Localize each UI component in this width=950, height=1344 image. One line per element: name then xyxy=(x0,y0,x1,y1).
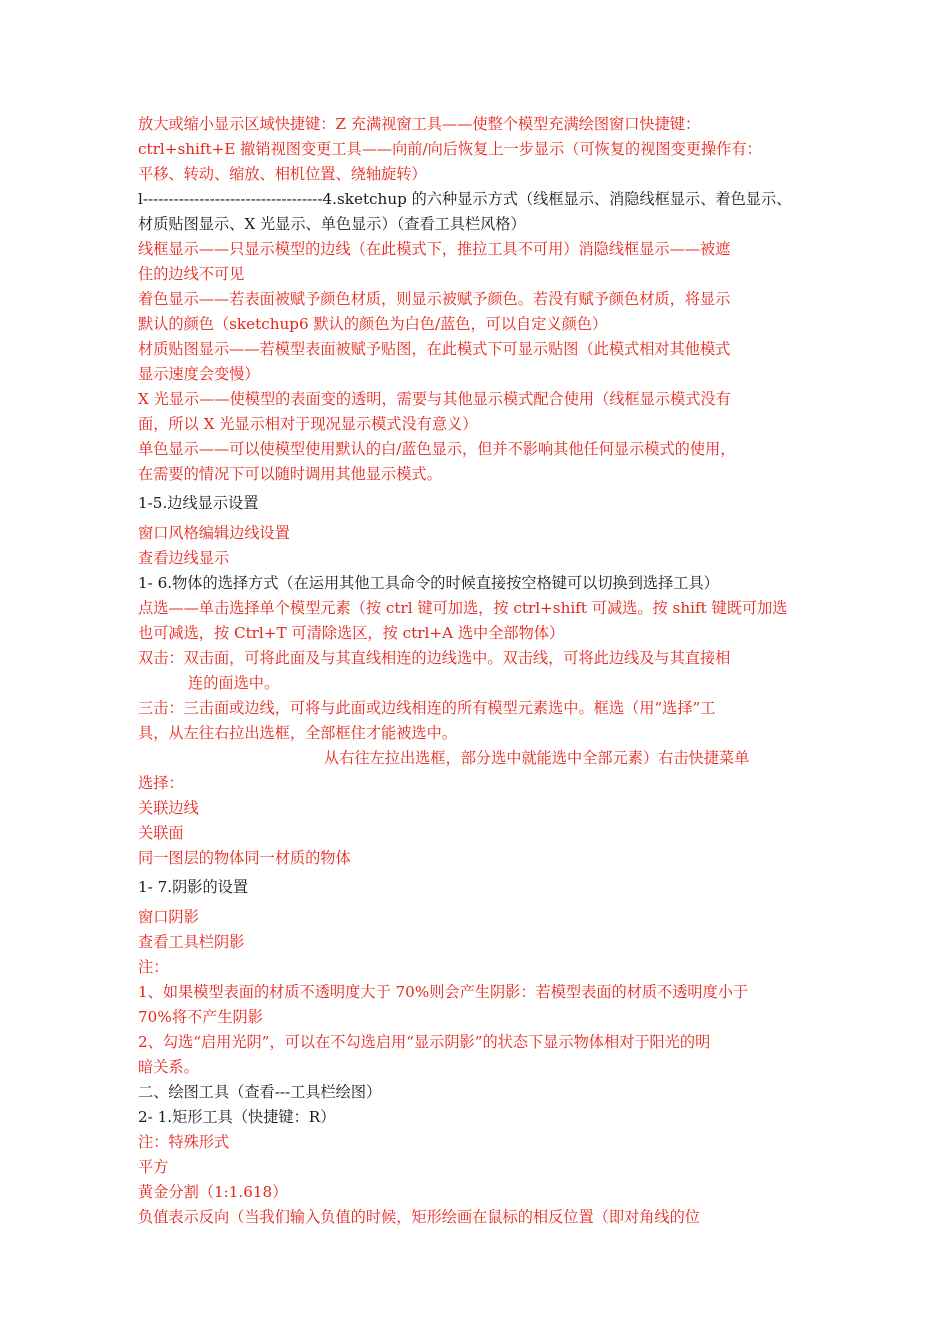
text-line: 材质贴图显示、X 光显示、单色显示）（查看工具栏风格） xyxy=(138,215,526,233)
text-line: 显示速度会变慢） xyxy=(138,365,260,383)
text-line: 2、勾选“启用光阴”，可以在不勾选启用“显示阴影”的状态下显示物体相对于阳光的明 xyxy=(138,1033,711,1051)
section-heading: 2- 1.矩形工具（快捷键：R） xyxy=(138,1108,336,1126)
text-line: 放大或缩小显示区域快捷键：Z 充满视窗工具——使整个模型充满绘图窗口快捷键： xyxy=(138,115,701,133)
section-heading: 二、绘图工具（查看---工具栏绘图） xyxy=(138,1083,382,1101)
section-heading: 1- 7.阴影的设置 xyxy=(138,878,249,896)
text-line: 三击：三击面或边线，可将与此面或边线相连的所有模型元素选中。框选（用“选择”工 xyxy=(138,699,716,717)
text-line: 负值表示反向（当我们输入负值的时候，矩形绘画在鼠标的相反位置（即对角线的位 xyxy=(138,1208,700,1226)
text-line: 查看边线显示 xyxy=(138,549,230,567)
text-line: 线框显示——只显示模型的边线（在此模式下，推拉工具不可用）消隐线框显示——被遮 xyxy=(138,240,731,258)
text-line: 连的面选中。 xyxy=(188,674,280,692)
text-line: 着色显示——若表面被赋予颜色材质，则显示被赋予颜色。若没有赋予颜色材质，将显示 xyxy=(138,290,731,308)
text-line: 面，所以 X 光显示相对于现况显示模式没有意义） xyxy=(138,415,478,433)
text-line: l-----------------------------------4.sketchup 的六种显示方式（线框显示、消隐线框显示、着色显示、 xyxy=(138,190,792,208)
text-line: 同一图层的物体同一材质的物体 xyxy=(138,849,351,867)
text-line: 在需要的情况下可以随时调用其他显示模式。 xyxy=(138,465,442,483)
text-line: 具，从左往右拉出选框，全部框住才能被选中。 xyxy=(138,724,457,742)
text-line: 默认的颜色（sketchup6 默认的颜色为白色/蓝色，可以自定义颜色） xyxy=(138,315,608,333)
text-line: 关联面 xyxy=(138,824,184,842)
text-line: 单色显示——可以使模型使用默认的白/蓝色显示，但并不影响其他任何显示模式的使用， xyxy=(138,440,736,458)
text-line: 1、如果模型表面的材质不透明度大于 70%则会产生阴影：若模型表面的材质不透明度小于 xyxy=(138,983,749,1001)
text-line: 点选——单击选择单个模型元素（按 ctrl 键可加选，按 ctrl+shift 可减选。按 shift 键既可加选 xyxy=(138,599,788,617)
section-heading: 1- 6.物体的选择方式（在运用其他工具命令的时候直接按空格键可以切换到选择工具） xyxy=(138,574,719,592)
text-line: 关联边线 xyxy=(138,799,199,817)
text-line: 选择： xyxy=(138,774,184,792)
text-line: 黄金分割（1:1.618） xyxy=(138,1183,288,1201)
text-line: 材质贴图显示——若模型表面被赋予贴图，在此模式下可显示贴图（此模式相对其他模式 xyxy=(138,340,731,358)
text-line: 窗口阴影 xyxy=(138,908,199,926)
text-line: 注： xyxy=(138,958,169,976)
text-line: 平方 xyxy=(138,1158,169,1176)
text-line: 平移、转动、缩放、相机位置、绕轴旋转） xyxy=(138,165,427,183)
text-line: X 光显示——使模型的表面变的透明，需要与其他显示模式配合使用（线框显示模式没有 xyxy=(138,390,731,408)
section-heading: 1-5.边线显示设置 xyxy=(138,494,259,512)
text-line: 窗口风格编辑边线设置 xyxy=(138,524,290,542)
text-line: 从右往左拉出选框，部分选中就能选中全部元素）右击快捷菜单 xyxy=(324,749,750,767)
text-line: 查看工具栏阴影 xyxy=(138,933,245,951)
text-line: 暗关系。 xyxy=(138,1058,199,1076)
text-line: 也可减选，按 Ctrl+T 可清除选区，按 ctrl+A 选中全部物体） xyxy=(138,624,565,642)
text-line: 住的边线不可见 xyxy=(138,265,245,283)
text-line: 注：特殊形式 xyxy=(138,1133,230,1151)
text-line: 双击：双击面，可将此面及与其直线相连的边线选中。双击线，可将此边线及与其直接相 xyxy=(138,649,731,667)
text-line: 70%将不产生阴影 xyxy=(138,1008,263,1026)
text-line: ctrl+shift+E 撤销视图变更工具——向前/向后恢复上一步显示（可恢复的视图变更操作有： xyxy=(138,140,762,158)
